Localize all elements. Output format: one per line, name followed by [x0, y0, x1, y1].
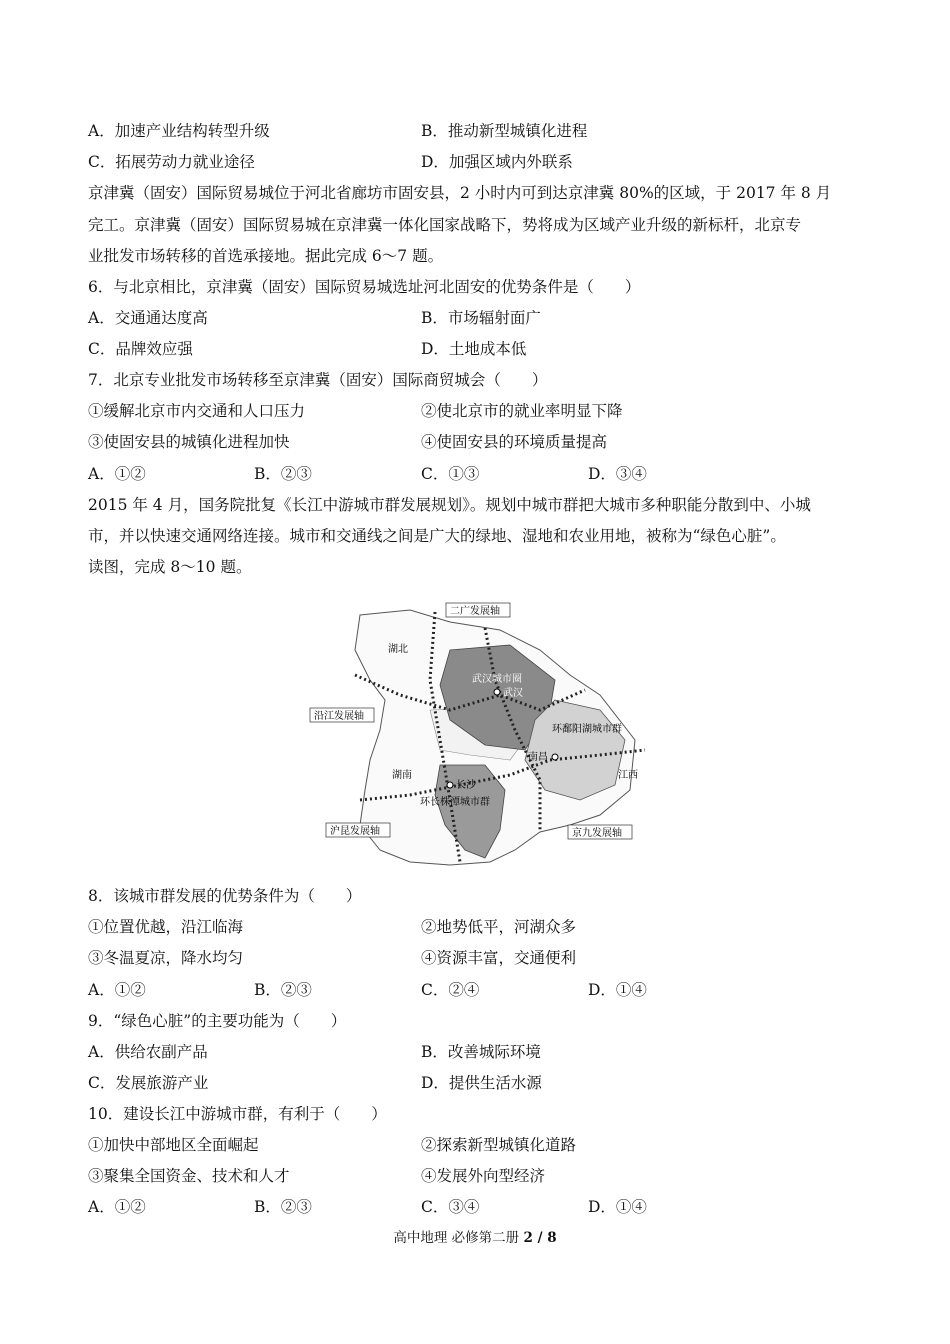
option-d: D．提供生活水源 [421, 1074, 542, 1092]
option-a: A．供给农副产品 [88, 1043, 208, 1061]
footer-text: 高中地理 必修第二册 [393, 1230, 524, 1246]
q5-option-b: B．推动新型城镇化进程 [421, 122, 588, 140]
nanchang-point [552, 754, 558, 760]
page-number: 2 / 8 [523, 1230, 557, 1246]
option-a: A．交通通达度高 [88, 309, 208, 327]
passage-line: 2015 年 4 月，国务院批复《长江中游城市群发展规划》。规划中城市群把大城市多种职能分散到中、小城 [88, 496, 811, 514]
axis-erguang-label: 二广发展轴 [450, 606, 500, 617]
statement-4: ④发展外向型经济 [421, 1167, 546, 1185]
question-stem: 9．“绿色心脏”的主要功能为（ ） [88, 1012, 347, 1030]
changsha-label: 长沙 [456, 780, 476, 791]
passage-line: 业批发市场转移的首选承接地。据此完成 6～7 题。 [88, 247, 444, 265]
option-d: D．①④ [588, 1198, 647, 1216]
passage-line: 京津冀（固安）国际贸易城位于河北省廊坊市固安县，2 小时内可到达京津冀 80%的区域，于 2017 年 8 月 [88, 184, 832, 202]
urban-agglomeration-map [300, 600, 650, 870]
option-a: A．①② [88, 981, 146, 999]
changsha-point [447, 782, 453, 788]
option-b: B．市场辐射面广 [421, 309, 541, 327]
statement-3: ③冬温夏凉，降水均匀 [88, 949, 244, 967]
axis-yanjiang-label: 沿江发展轴 [314, 711, 364, 722]
question-stem: 7．北京专业批发市场转移至京津冀（固安）国际商贸城会（ ） [88, 371, 548, 389]
option-c: C．发展旅游产业 [88, 1074, 209, 1092]
statement-4: ④使固安县的环境质量提高 [421, 433, 608, 451]
axis-jingjiu-label: 京九发展轴 [572, 828, 622, 839]
q5-option-d: D．加强区域内外联系 [421, 153, 573, 171]
q5-option-a: A．加速产业结构转型升级 [88, 122, 270, 140]
hunan-label: 湖南 [392, 770, 412, 781]
passage-line: 读图，完成 8～10 题。 [88, 558, 252, 576]
changzhutan-group-label: 环长株潭城市群 [420, 797, 490, 808]
wuhan-point [494, 689, 500, 695]
statement-1: ①位置优越，沿江临海 [88, 918, 244, 936]
hubei-label: 湖北 [388, 644, 408, 655]
statement-1: ①缓解北京市内交通和人口压力 [88, 402, 306, 420]
statement-2: ②使北京市的就业率明显下降 [421, 402, 623, 420]
passage-line: 市，并以快速交通网络连接。城市和交通线之间是广大的绿地、湿地和农业用地，被称为“绿色心脏”。 [88, 527, 786, 545]
statement-3: ③聚集全国资金、技术和人才 [88, 1167, 290, 1185]
question-stem: 6．与北京相比，京津冀（固安）国际贸易城选址河北固安的优势条件是（ ） [88, 278, 641, 296]
wuhan-group-label: 武汉城市圈 [472, 674, 522, 685]
option-a: A．①② [88, 1198, 146, 1216]
poyang-group-label: 环鄱阳湖城市群 [552, 724, 622, 735]
statement-2: ②探索新型城镇化道路 [421, 1136, 577, 1154]
page-footer [0, 1226, 950, 1246]
option-b: B．②③ [254, 981, 312, 999]
statement-2: ②地势低平，河湖众多 [421, 918, 577, 936]
statement-4: ④资源丰富，交通便利 [421, 949, 577, 967]
option-d: D．土地成本低 [421, 340, 527, 358]
question-stem: 10．建设长江中游城市群，有利于（ ） [88, 1105, 387, 1123]
nanchang-label: 南昌 [528, 752, 548, 763]
wuhan-label: 武汉 [503, 688, 523, 699]
option-c: C．①③ [421, 465, 480, 483]
axis-hukun-label: 沪昆发展轴 [330, 826, 380, 837]
statement-3: ③使固安县的城镇化进程加快 [88, 433, 290, 451]
statement-1: ①加快中部地区全面崛起 [88, 1136, 259, 1154]
question-stem: 8．该城市群发展的优势条件为（ ） [88, 887, 362, 905]
option-b: B．②③ [254, 465, 312, 483]
option-a: A．①② [88, 465, 146, 483]
option-b: B．改善城际环境 [421, 1043, 541, 1061]
q5-option-c: C．拓展劳动力就业途径 [88, 153, 255, 171]
option-c: C．②④ [421, 981, 480, 999]
passage-line: 完工。京津冀（固安）国际贸易城在京津冀一体化国家战略下，势将成为区域产业升级的新标杆，北京专 [88, 216, 802, 234]
option-d: D．①④ [588, 981, 647, 999]
option-c: C．品牌效应强 [88, 340, 193, 358]
jiangxi-label: 江西 [618, 770, 638, 781]
option-d: D．③④ [588, 465, 647, 483]
option-c: C．③④ [421, 1198, 480, 1216]
option-b: B．②③ [254, 1198, 312, 1216]
